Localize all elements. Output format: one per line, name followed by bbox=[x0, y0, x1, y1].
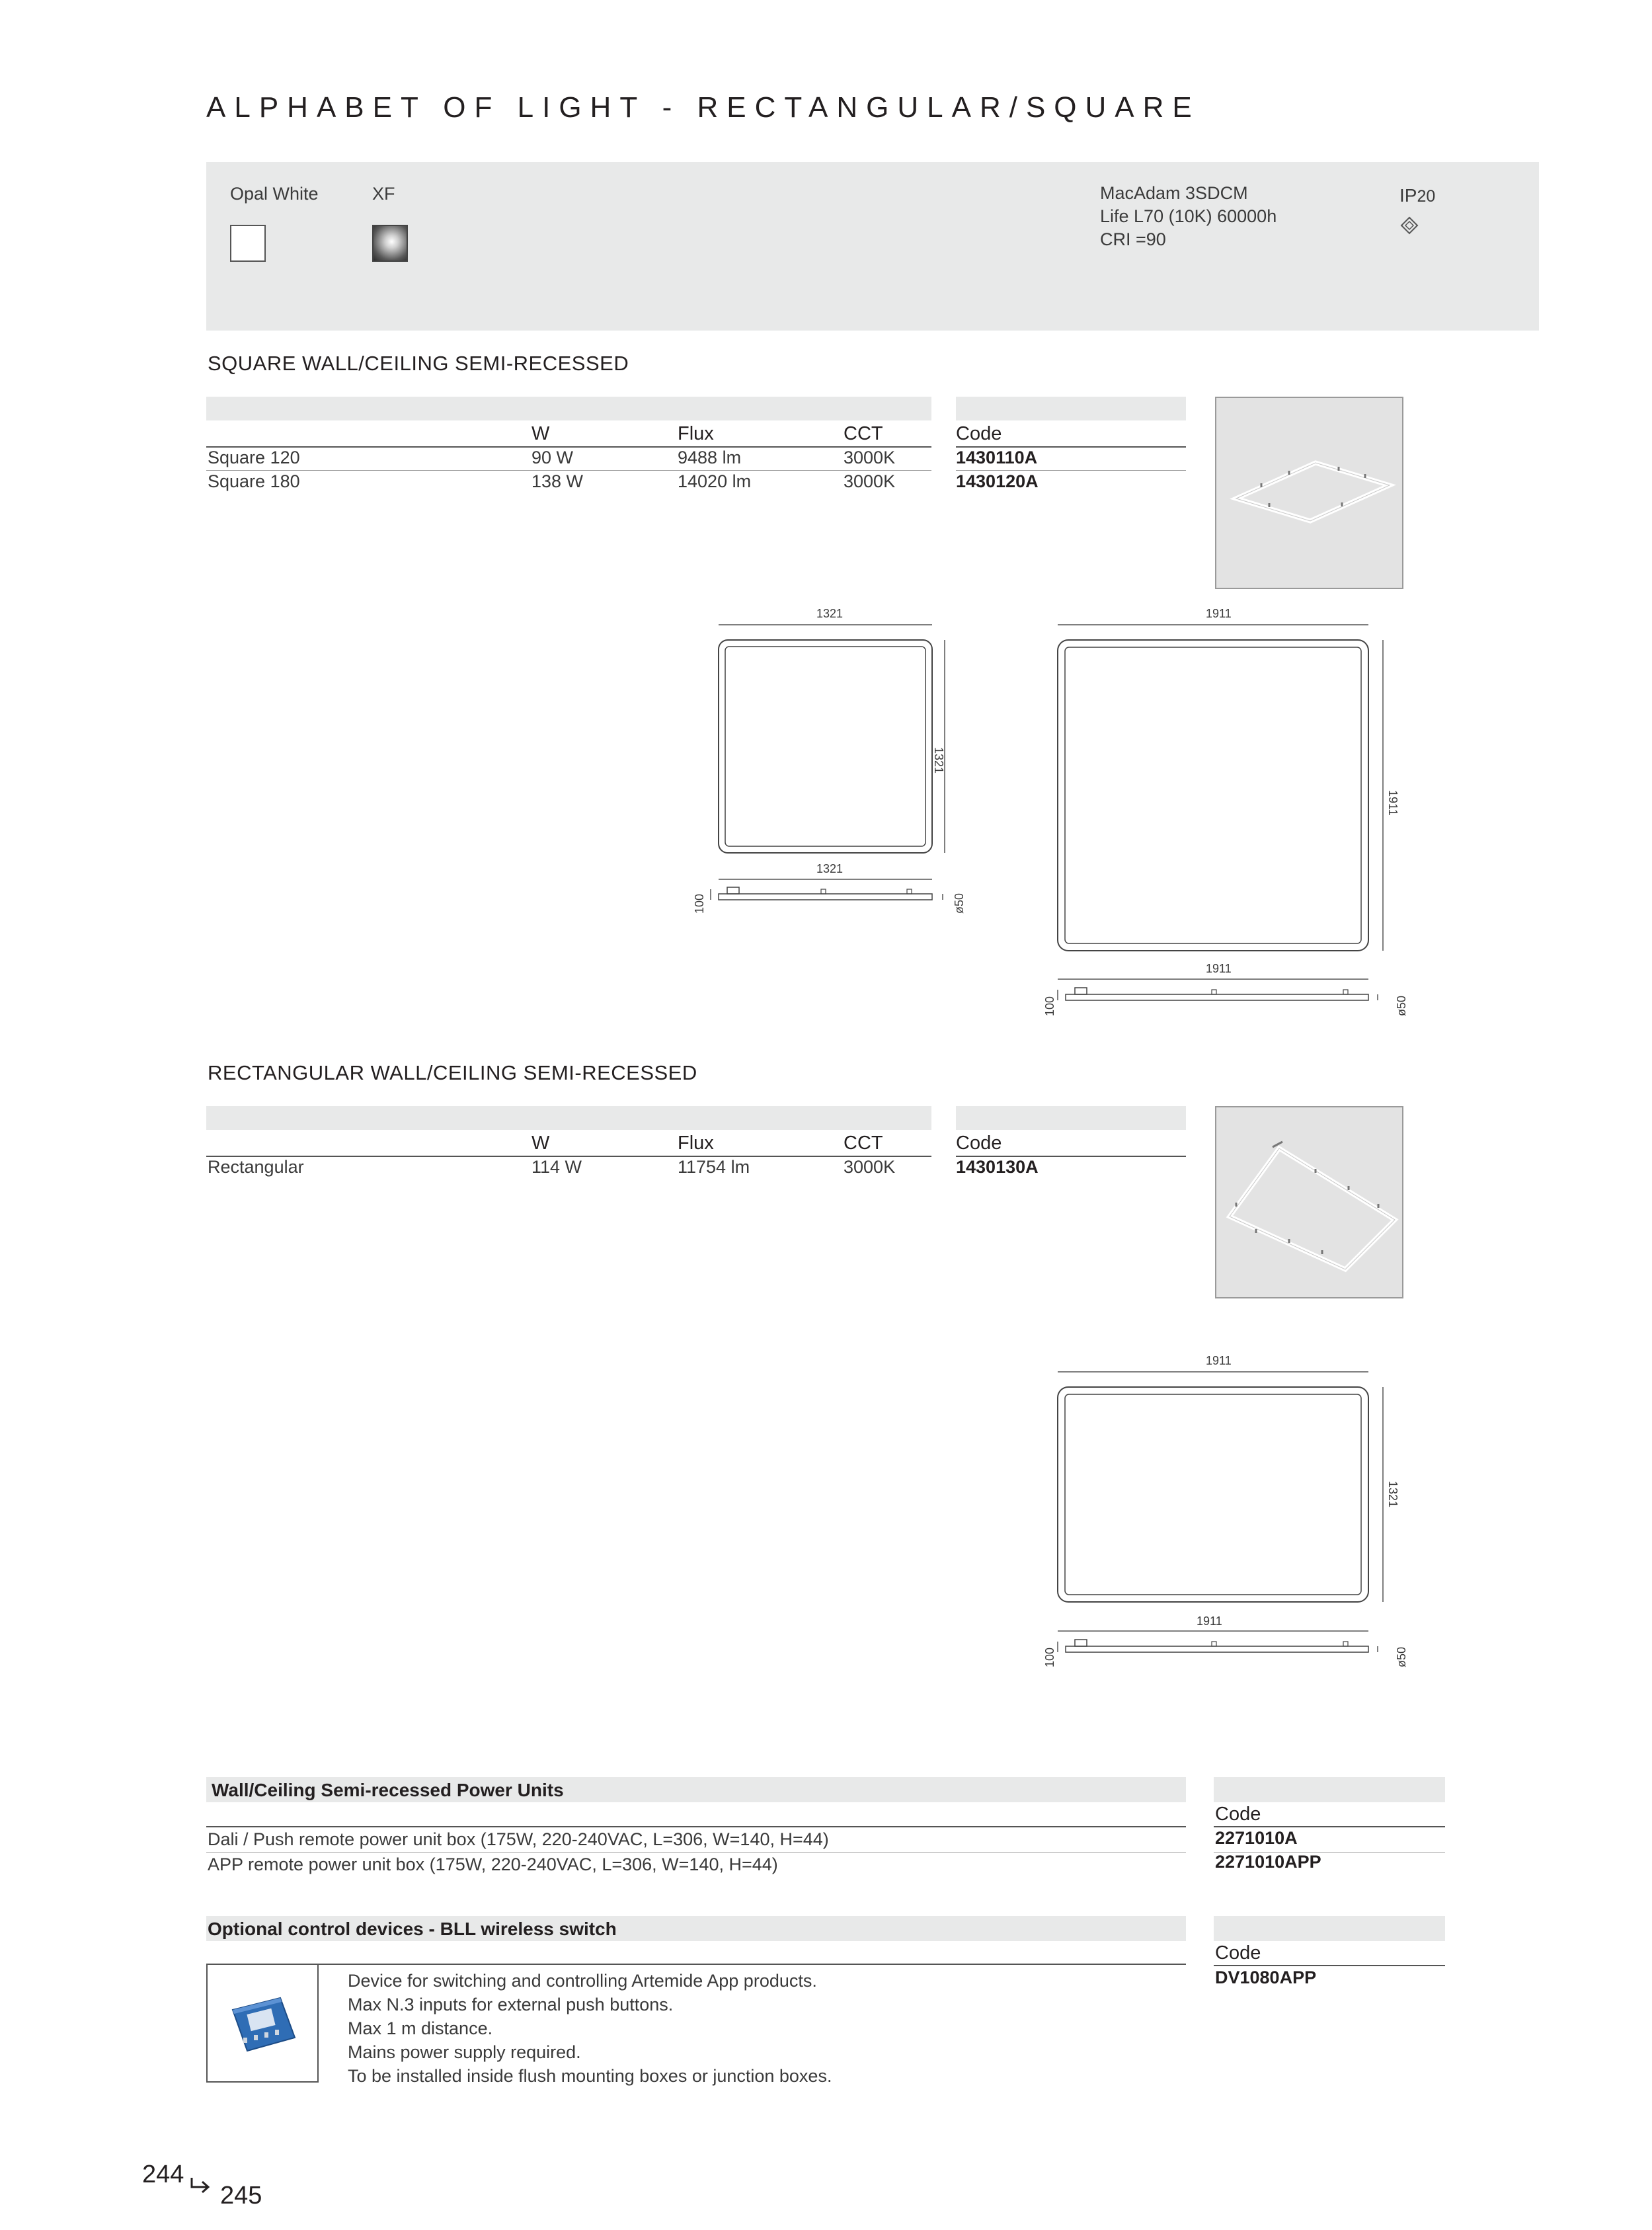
square-row-2-code: 1430120A bbox=[956, 471, 1039, 491]
square-row-1-code: 1430110A bbox=[956, 448, 1038, 467]
square-table-bar bbox=[206, 397, 931, 420]
square-header-w: W bbox=[531, 423, 550, 444]
square-code-bar bbox=[956, 397, 1186, 420]
square-section-title: SQUARE WALL/CEILING SEMI-RECESSED bbox=[208, 352, 629, 375]
controls-description bbox=[348, 1969, 832, 2088]
controls-code-header: Code bbox=[1215, 1942, 1261, 1964]
square-180-drawing bbox=[1031, 598, 1401, 1021]
rect-row-1-code: 1430130A bbox=[956, 1157, 1039, 1177]
square-fixture-illustration bbox=[1216, 398, 1402, 588]
square-row-1-flux: 9488 lm bbox=[678, 448, 742, 467]
page-number-left: 244 bbox=[142, 2161, 184, 2188]
finish-label-xf: XF bbox=[372, 184, 395, 204]
ip-prefix: IP bbox=[1399, 185, 1417, 206]
dim-square120-side: 1321 bbox=[932, 747, 945, 774]
square-row-1-w: 90 W bbox=[531, 448, 574, 467]
controls-line-1: Device for switching and controlling Artemide App products. bbox=[348, 1971, 817, 1991]
rect-fixture-illustration bbox=[1216, 1107, 1402, 1297]
page-turn-arrow-icon bbox=[189, 2176, 213, 2196]
square-header-code: Code bbox=[956, 423, 1002, 444]
page-number-right: 245 bbox=[220, 2182, 262, 2210]
dim-square120-top: 1321 bbox=[816, 607, 844, 620]
controls-title: Optional control devices - BLL wireless switch bbox=[208, 1919, 617, 1939]
dim-rect-bottom: 1911 bbox=[1197, 1614, 1222, 1628]
controls-code-bar bbox=[1214, 1916, 1445, 1941]
power-units-rule bbox=[206, 1826, 1186, 1827]
rect-row-1-w: 114 W bbox=[531, 1157, 582, 1177]
switch-photo bbox=[206, 1964, 319, 2083]
rect-row-1-cct: 3000K bbox=[844, 1157, 896, 1177]
square-row-2-w: 138 W bbox=[531, 471, 584, 491]
square-row-2-name: Square 180 bbox=[208, 471, 300, 491]
dim-square180-diameter: ø50 bbox=[1395, 995, 1408, 1016]
controls-code-rule bbox=[1214, 1965, 1445, 1966]
rect-row-1-flux: 11754 lm bbox=[678, 1157, 750, 1177]
ip-rating bbox=[1399, 185, 1435, 206]
controls-code: DV1080APP bbox=[1215, 1968, 1317, 1987]
square-header-flux: Flux bbox=[678, 423, 714, 444]
dim-square180-height: 100 bbox=[1043, 996, 1056, 1016]
dim-square120-diameter: ø50 bbox=[953, 893, 966, 914]
power-unit-1-desc: Dali / Push remote power unit box (175W, 220-240VAC, L=306, W=140, H=44) bbox=[208, 1829, 829, 1849]
opal-white-swatch bbox=[230, 225, 266, 262]
controls-line-4: Mains power supply required. bbox=[348, 2042, 581, 2062]
power-units-code-rule bbox=[1214, 1826, 1445, 1827]
square-row-1-cct: 3000K bbox=[844, 448, 896, 467]
finish-label-opal-white: Opal White bbox=[230, 184, 319, 204]
power-unit-2-code: 2271010APP bbox=[1215, 1852, 1321, 1872]
square-code-row-rule bbox=[956, 470, 1186, 471]
rect-header-code: Code bbox=[956, 1133, 1002, 1154]
rect-product-photo bbox=[1215, 1106, 1403, 1298]
spec-cri: CRI =90 bbox=[1100, 229, 1166, 249]
dim-square120-bottom: 1321 bbox=[816, 862, 844, 875]
dim-rect-diameter: ø50 bbox=[1395, 1646, 1408, 1667]
rect-row-1-name: Rectangular bbox=[208, 1157, 304, 1177]
power-unit-2-desc: APP remote power unit box (175W, 220-240VAC, L=306, W=140, H=44) bbox=[208, 1854, 778, 1874]
rect-table-bar bbox=[206, 1106, 931, 1130]
rect-code-bar bbox=[956, 1106, 1186, 1130]
ip-value: 20 bbox=[1417, 187, 1436, 206]
class-symbol-icon bbox=[1400, 216, 1419, 235]
spec-life: Life L70 (10K) 60000h bbox=[1100, 206, 1277, 226]
square-row-2-flux: 14020 lm bbox=[678, 471, 752, 491]
page-title: ALPHABET OF LIGHT - RECTANGULAR/SQUARE bbox=[206, 91, 1200, 124]
square-row-rule bbox=[206, 470, 931, 471]
dim-rect-height: 100 bbox=[1043, 1647, 1056, 1667]
rect-header-flux: Flux bbox=[678, 1133, 714, 1154]
dim-rect-top: 1911 bbox=[1206, 1354, 1232, 1367]
spec-lines bbox=[1100, 182, 1277, 251]
power-units-title: Wall/Ceiling Semi-recessed Power Units bbox=[212, 1780, 564, 1800]
power-units-code-bar bbox=[1214, 1777, 1445, 1802]
dim-square120-height: 100 bbox=[693, 893, 706, 914]
controls-line-5: To be installed inside flush mounting boxes or junction boxes. bbox=[348, 2066, 832, 2086]
dim-square180-side: 1911 bbox=[1386, 790, 1399, 816]
controls-line-3: Max 1 m distance. bbox=[348, 2018, 493, 2038]
square-product-photo bbox=[1215, 397, 1403, 589]
dim-square180-top: 1911 bbox=[1206, 607, 1232, 620]
rect-section-title: RECTANGULAR WALL/CEILING SEMI-RECESSED bbox=[208, 1061, 697, 1084]
xf-swatch bbox=[372, 225, 408, 262]
wireless-switch-illustration bbox=[208, 1965, 317, 2081]
spec-macadam: MacAdam 3SDCM bbox=[1100, 183, 1248, 203]
square-row-2-cct: 3000K bbox=[844, 471, 896, 491]
controls-line-2: Max N.3 inputs for external push buttons. bbox=[348, 1995, 674, 2014]
controls-rule bbox=[206, 1964, 1186, 1965]
square-row-1-name: Square 120 bbox=[208, 448, 300, 467]
dim-rect-side: 1321 bbox=[1386, 1481, 1399, 1508]
power-unit-1-code: 2271010A bbox=[1215, 1828, 1298, 1848]
dim-square180-bottom: 1911 bbox=[1206, 962, 1232, 975]
square-header-cct: CCT bbox=[844, 423, 883, 444]
power-units-code-header: Code bbox=[1215, 1804, 1261, 1825]
rect-header-cct: CCT bbox=[844, 1133, 883, 1154]
rect-header-w: W bbox=[531, 1133, 550, 1154]
